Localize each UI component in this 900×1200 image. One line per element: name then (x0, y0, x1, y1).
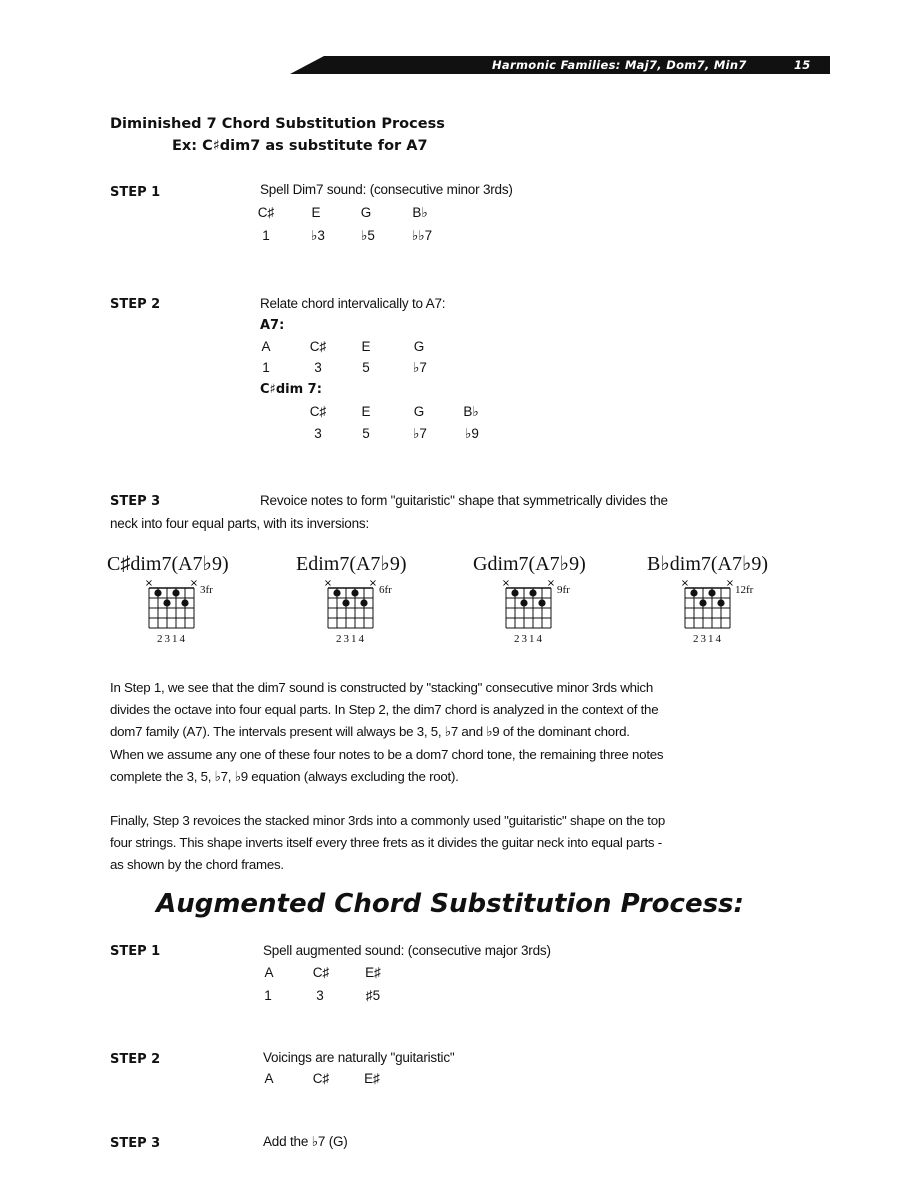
muted-string-mark: × (323, 578, 333, 589)
muted-string-mark: × (189, 578, 199, 589)
step-text: Spell augmented sound: (consecutive major 3rds) (263, 943, 551, 958)
page-number: 15 (794, 58, 811, 72)
section-subtitle: Ex: C♯dim7 as substitute for A7 (172, 138, 428, 154)
finger-dot (538, 599, 545, 606)
note: C♯ (257, 205, 275, 220)
paragraph-line: four strings. This shape inverts itself every three frets as it divides the guitar neck into equal parts - (110, 835, 662, 851)
fingering: 2314 (336, 633, 366, 645)
muted-string-mark: × (546, 578, 556, 589)
degree: ♭3 (311, 228, 325, 243)
degree: 5 (362, 426, 370, 441)
paragraph-line: as shown by the chord frames. (110, 857, 284, 873)
step-text: Add the ♭7 (G) (263, 1134, 348, 1149)
section-title: Diminished 7 Chord Substitution Process (110, 116, 445, 132)
finger-dot (333, 589, 340, 596)
chord-name: C♯dim7(A7♭9) (107, 553, 229, 575)
step-label: STEP 3 (110, 1136, 161, 1151)
finger-dot (172, 589, 179, 596)
degree: 3 (314, 426, 322, 441)
finger-dot (342, 599, 349, 606)
step-text: Voicings are naturally "guitaristic" (263, 1050, 455, 1065)
finger-dot (690, 589, 697, 596)
muted-string-mark: × (725, 578, 735, 589)
paragraph-line: dom7 family (A7). The intervals present will always be 3, 5, ♭7 and ♭9 of the dominant chord. (110, 724, 630, 740)
finger-dot (351, 589, 358, 596)
step-label: STEP 2 (110, 1052, 161, 1067)
step-text: Relate chord intervalically to A7: (260, 296, 446, 311)
paragraph-line: divides the octave into four equal parts. In Step 2, the dim7 chord is analyzed in the context of the (110, 702, 659, 718)
muted-string-mark: × (368, 578, 378, 589)
degree: ♭9 (465, 426, 479, 441)
explanation-paragraph (110, 677, 782, 788)
note: G (413, 404, 425, 419)
step-label: STEP 2 (110, 297, 161, 312)
note: A (261, 339, 271, 354)
degree: ♭7 (413, 360, 427, 375)
note: A (264, 1071, 274, 1086)
paragraph-line: Finally, Step 3 revoices the stacked minor 3rds into a commonly used "guitaristic" shape on the top (110, 813, 666, 828)
degree: 1 (262, 360, 270, 375)
degree: 3 (314, 360, 322, 375)
note: C♯ (309, 404, 327, 419)
finger-dot (163, 599, 170, 606)
chord-name: B♭dim7(A7♭9) (647, 553, 769, 575)
muted-string-mark: × (144, 578, 154, 589)
note: E♯ (364, 1071, 380, 1086)
explanation-paragraph (110, 810, 782, 877)
note: B♭ (463, 404, 479, 419)
finger-dot (154, 589, 161, 596)
fret-label: 3fr (200, 584, 213, 596)
finger-dot (181, 599, 188, 606)
finger-dot (360, 599, 367, 606)
paragraph-line: When we assume any one of these four notes to be a dom7 chord tone, the remaining three notes (110, 746, 664, 762)
finger-dot (529, 589, 536, 596)
fret-label: 9fr (557, 584, 570, 596)
chord-name: Edim7(A7♭9) (296, 553, 407, 575)
note: C♯ (312, 965, 330, 980)
finger-dot (699, 599, 706, 606)
note: E (361, 404, 371, 419)
muted-string-mark: × (680, 578, 690, 589)
paragraph-line: complete the 3, 5, ♭7, ♭9 equation (always excluding the root). (110, 768, 459, 784)
step-text-continued: neck into four equal parts, with its inversions: (110, 516, 370, 531)
chord-name: Gdim7(A7♭9) (473, 553, 586, 575)
paragraph-line: In Step 1, we see that the dim7 sound is constructed by "stacking" consecutive minor 3rds which (110, 680, 653, 695)
running-title: Harmonic Families: Maj7, Dom7, Min7 (492, 58, 747, 72)
augmented-section-title: Augmented Chord Substitution Process: (156, 889, 744, 919)
degree: 1 (264, 988, 272, 1003)
a7-label: A7: (260, 318, 285, 333)
degree: 3 (316, 988, 324, 1003)
step-label: STEP 3 (110, 494, 161, 509)
note: C♯ (312, 1071, 330, 1086)
step-label: STEP 1 (110, 944, 161, 959)
finger-dot (520, 599, 527, 606)
note: E (361, 339, 371, 354)
finger-dot (511, 589, 518, 596)
fingering: 2314 (157, 633, 187, 645)
degree: ♭7 (413, 426, 427, 441)
fret-label: 12fr (735, 584, 754, 596)
step-text: Revoice notes to form "guitaristic" shape that symmetrically divides the (260, 493, 668, 508)
note: E (311, 205, 321, 220)
degree: ♯5 (365, 988, 381, 1003)
dim-label: C♯dim 7: (260, 382, 322, 397)
note: G (360, 205, 372, 220)
fret-label: 6fr (379, 584, 392, 596)
note: C♯ (309, 339, 327, 354)
note: B♭ (412, 205, 428, 220)
note: E♯ (365, 965, 381, 980)
degree: 1 (262, 228, 270, 243)
step-label: STEP 1 (110, 185, 161, 200)
muted-string-mark: × (501, 578, 511, 589)
finger-dot (708, 589, 715, 596)
step-text: Spell Dim7 sound: (consecutive minor 3rds) (260, 182, 513, 197)
note: A (264, 965, 274, 980)
finger-dot (717, 599, 724, 606)
fingering: 2314 (693, 633, 723, 645)
degree: 5 (362, 360, 370, 375)
degree: ♭5 (361, 228, 375, 243)
note: G (413, 339, 425, 354)
fingering: 2314 (514, 633, 544, 645)
degree: ♭♭7 (411, 228, 433, 243)
